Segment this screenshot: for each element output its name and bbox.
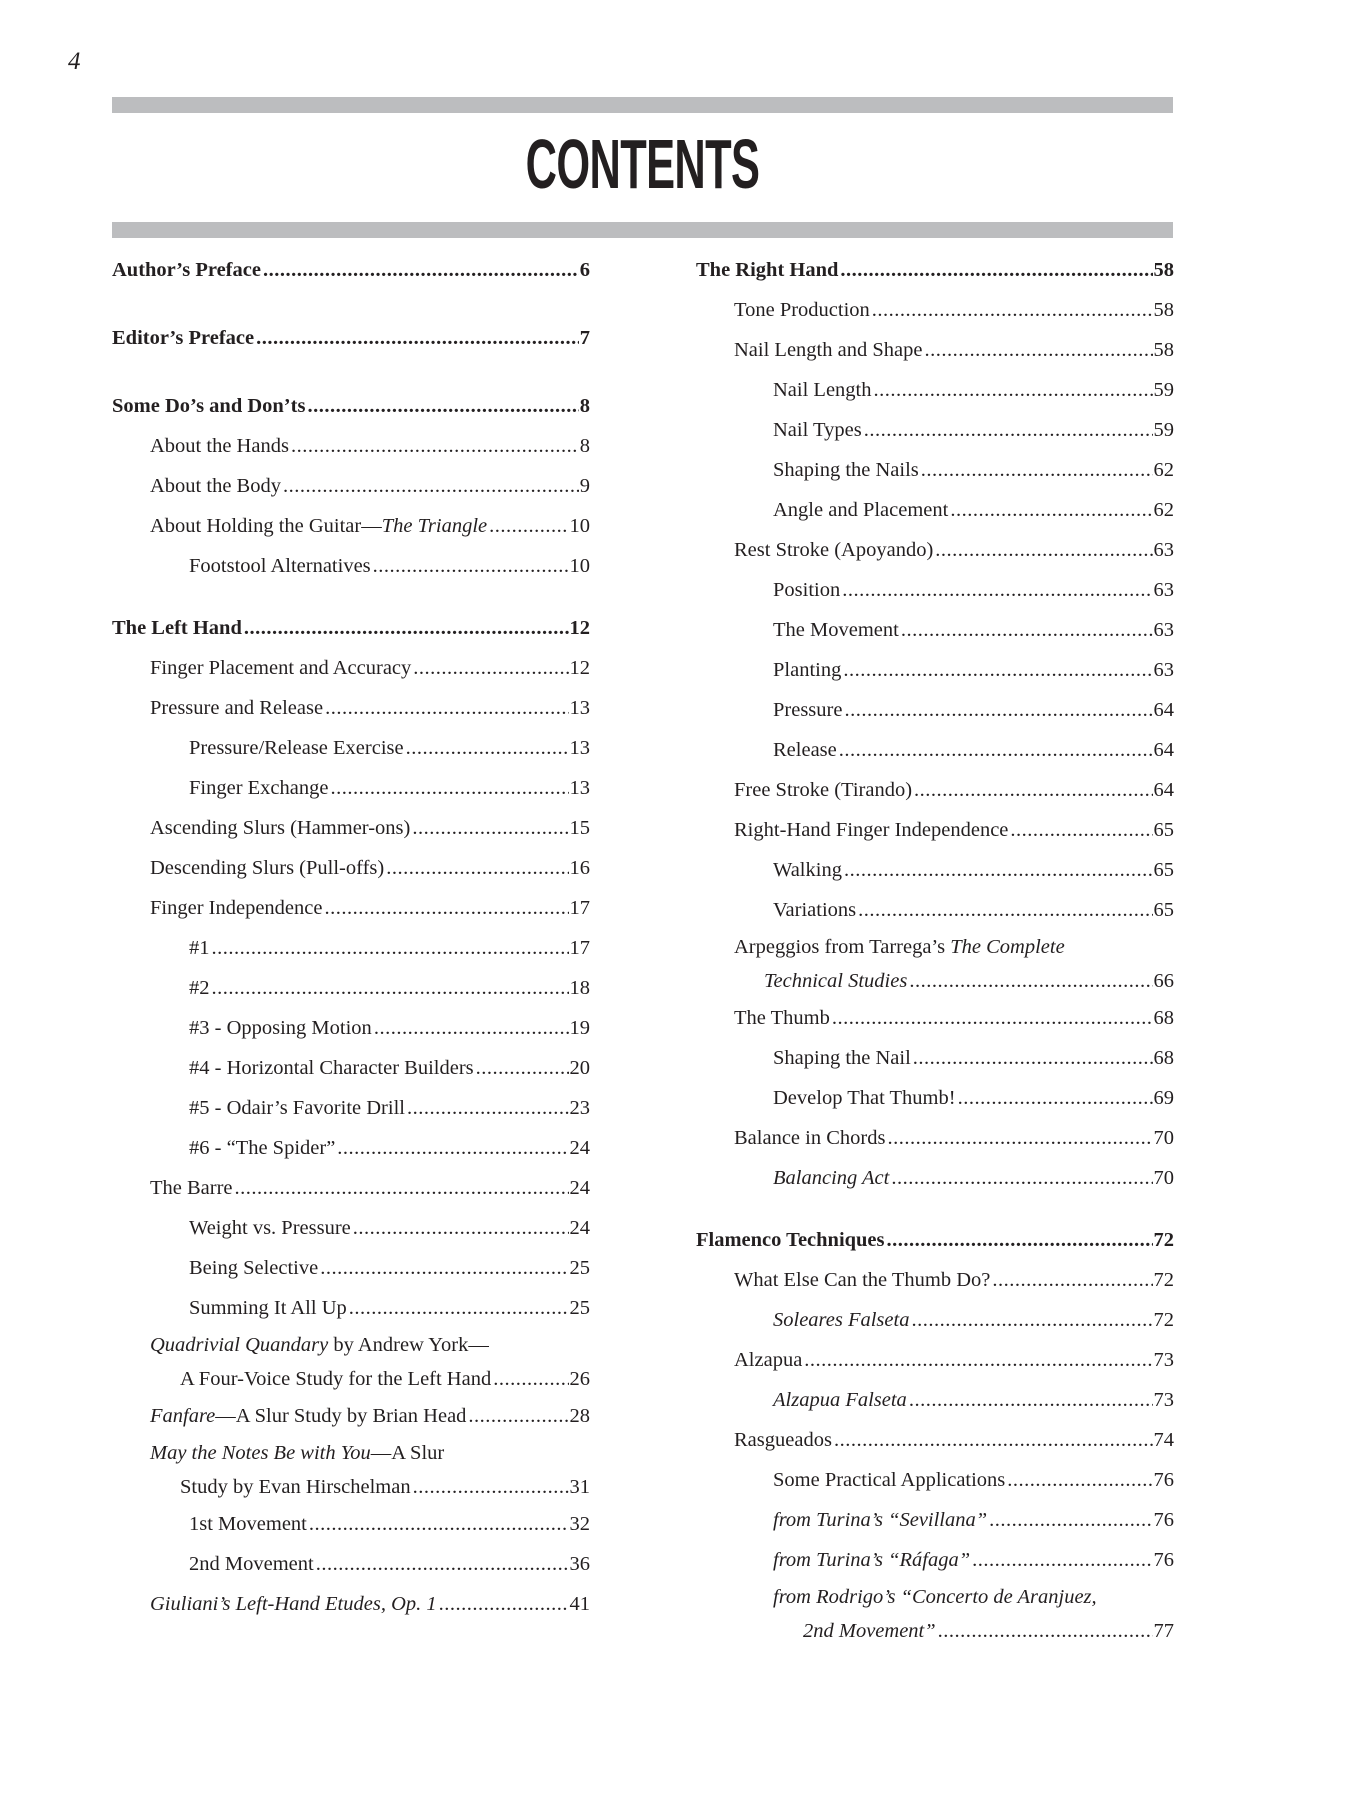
toc-entry-nail-length-and-shape[interactable]: Nail Length and Shape ..... 58 (696, 330, 1174, 370)
toc-entry-position[interactable]: Position ..... 63 (696, 570, 1174, 610)
toc-entry-variations[interactable]: Variations ..... 65 (696, 890, 1174, 930)
toc-left-column (112, 250, 590, 1624)
toc-entry-turina-rafaga[interactable]: from Turina’s “Ráfaga” ..... 76 (696, 1540, 1174, 1580)
toc-entry-balancing-act[interactable]: Balancing Act ..... 70 (696, 1158, 1174, 1198)
toc-entry-arpeggios-tarrega[interactable]: Arpeggios from Tarrega’s The Complete Technical Studies ..... 66 (696, 930, 1174, 998)
toc-entry-authors-preface[interactable]: Author’s Preface ..... 6 (112, 250, 590, 290)
toc-entry-giuliani-etudes[interactable]: Giuliani’s Left-Hand Etudes, Op. 1 ..... 41 (112, 1584, 590, 1624)
title-rule-top (112, 97, 1173, 113)
toc-entry-ascending-slurs[interactable]: Ascending Slurs (Hammer-ons) ..... 15 (112, 808, 590, 848)
toc-entry-rest-stroke[interactable]: Rest Stroke (Apoyando) ..... 63 (696, 530, 1174, 570)
toc-entry-shaping-the-nail[interactable]: Shaping the Nail ..... 68 (696, 1038, 1174, 1078)
toc-entry-editors-preface[interactable]: Editor’s Preface ..... 7 (112, 318, 590, 358)
toc-entry-free-stroke[interactable]: Free Stroke (Tirando) ..... 64 (696, 770, 1174, 810)
page-title: CONTENTS (525, 125, 760, 203)
toc-entry-exercise-5[interactable]: #5 - Odair’s Favorite Drill ..... 23 (112, 1088, 590, 1128)
leader-dots (263, 250, 579, 290)
toc-entry-flamenco-techniques[interactable]: Flamenco Techniques ..... 72 (696, 1220, 1174, 1260)
toc-entry-exercise-6[interactable]: #6 - “The Spider” ..... 24 (112, 1128, 590, 1168)
toc-entry-the-left-hand[interactable]: The Left Hand ..... 12 (112, 608, 590, 648)
toc-entry-nail-types[interactable]: Nail Types ..... 59 (696, 410, 1174, 450)
toc-entry-fanfare[interactable]: Fanfare—A Slur Study by Brian Head ..... 28 (112, 1396, 590, 1436)
toc-entry-about-the-body[interactable]: About the Body ..... 9 (112, 466, 590, 506)
toc-entry-release[interactable]: Release ..... 64 (696, 730, 1174, 770)
toc-entry-the-barre[interactable]: The Barre ..... 24 (112, 1168, 590, 1208)
toc-entry-descending-slurs[interactable]: Descending Slurs (Pull-offs) ..... 16 (112, 848, 590, 888)
toc-entry-pressure-release-exercise[interactable]: Pressure/Release Exercise ..... 13 (112, 728, 590, 768)
toc-entry-alzapua[interactable]: Alzapua ..... 73 (696, 1340, 1174, 1380)
toc-entry-planting[interactable]: Planting ..... 63 (696, 650, 1174, 690)
toc-entry-alzapua-falseta[interactable]: Alzapua Falseta ..... 73 (696, 1380, 1174, 1420)
toc-entry-the-right-hand[interactable]: The Right Hand ..... 58 (696, 250, 1174, 290)
toc-entry-exercise-1[interactable]: #1 ..... 17 (112, 928, 590, 968)
toc-entry-summing-it-all-up[interactable]: Summing It All Up ..... 25 (112, 1288, 590, 1328)
toc-entry-pressure[interactable]: Pressure ..... 64 (696, 690, 1174, 730)
toc-entry-weight-vs-pressure[interactable]: Weight vs. Pressure ..... 24 (112, 1208, 590, 1248)
toc-entry-nail-length[interactable]: Nail Length ..... 59 (696, 370, 1174, 410)
toc-entry-being-selective[interactable]: Being Selective ..... 25 (112, 1248, 590, 1288)
toc-entry-walking[interactable]: Walking ..... 65 (696, 850, 1174, 890)
toc-entry-holding-the-guitar[interactable]: About Holding the Guitar—The Triangle ..... 10 (112, 506, 590, 546)
toc-entry-rasgueados[interactable]: Rasgueados ..... 74 (696, 1420, 1174, 1460)
toc-entry-pressure-and-release[interactable]: Pressure and Release ..... 13 (112, 688, 590, 728)
toc-entry-footstool-alternatives[interactable]: Footstool Alternatives ..... 10 (112, 546, 590, 586)
toc-entry-finger-placement[interactable]: Finger Placement and Accuracy ..... 12 (112, 648, 590, 688)
toc-entry-2nd-movement[interactable]: 2nd Movement ..... 36 (112, 1544, 590, 1584)
toc-entry-exercise-3[interactable]: #3 - Opposing Motion ..... 19 (112, 1008, 590, 1048)
toc-entry-turina-sevillana[interactable]: from Turina’s “Sevillana” ..... 76 (696, 1500, 1174, 1540)
toc-entry-balance-in-chords[interactable]: Balance in Chords ..... 70 (696, 1118, 1174, 1158)
toc-entry-exercise-4[interactable]: #4 - Horizontal Character Builders ..... 20 (112, 1048, 590, 1088)
toc-entry-about-the-hands[interactable]: About the Hands ..... 8 (112, 426, 590, 466)
toc-entry-soleares-falseta[interactable]: Soleares Falseta ..... 72 (696, 1300, 1174, 1340)
toc-entry-finger-exchange[interactable]: Finger Exchange ..... 13 (112, 768, 590, 808)
toc-right-column (696, 250, 1174, 1648)
toc-entry-may-the-notes[interactable]: May the Notes Be with You—A Slur Study by Evan Hirschelman ..... 31 (112, 1436, 590, 1504)
toc-entry-what-else-thumb[interactable]: What Else Can the Thumb Do? ..... 72 (696, 1260, 1174, 1300)
toc-entry-tone-production[interactable]: Tone Production ..... 58 (696, 290, 1174, 330)
page-number: 4 (68, 48, 81, 75)
toc-entry-finger-independence[interactable]: Finger Independence ..... 17 (112, 888, 590, 928)
toc-entry-exercise-2[interactable]: #2 ..... 18 (112, 968, 590, 1008)
toc-entry-the-movement[interactable]: The Movement ..... 63 (696, 610, 1174, 650)
toc-entry-1st-movement[interactable]: 1st Movement ..... 32 (112, 1504, 590, 1544)
toc-entry-rodrigo-aranjuez[interactable]: from Rodrigo’s “Concerto de Aranjuez, 2nd Movement” ..... 77 (696, 1580, 1174, 1648)
toc-entry-quadrivial-quandary[interactable]: Quadrivial Quandary by Andrew York— A Four-Voice Study for the Left Hand ..... 26 (112, 1328, 590, 1396)
toc-entry-dos-and-donts[interactable]: Some Do’s and Don’ts ..... 8 (112, 386, 590, 426)
toc-entry-right-hand-finger-independence[interactable]: Right-Hand Finger Independence ..... 65 (696, 810, 1174, 850)
toc-entry-develop-that-thumb[interactable]: Develop That Thumb! ..... 69 (696, 1078, 1174, 1118)
toc-entry-the-thumb[interactable]: The Thumb ..... 68 (696, 998, 1174, 1038)
toc-entry-practical-applications[interactable]: Some Practical Applications ..... 76 (696, 1460, 1174, 1500)
toc-entry-angle-and-placement[interactable]: Angle and Placement ..... 62 (696, 490, 1174, 530)
title-rule-bottom (112, 222, 1173, 238)
toc-entry-shaping-the-nails[interactable]: Shaping the Nails ..... 62 (696, 450, 1174, 490)
